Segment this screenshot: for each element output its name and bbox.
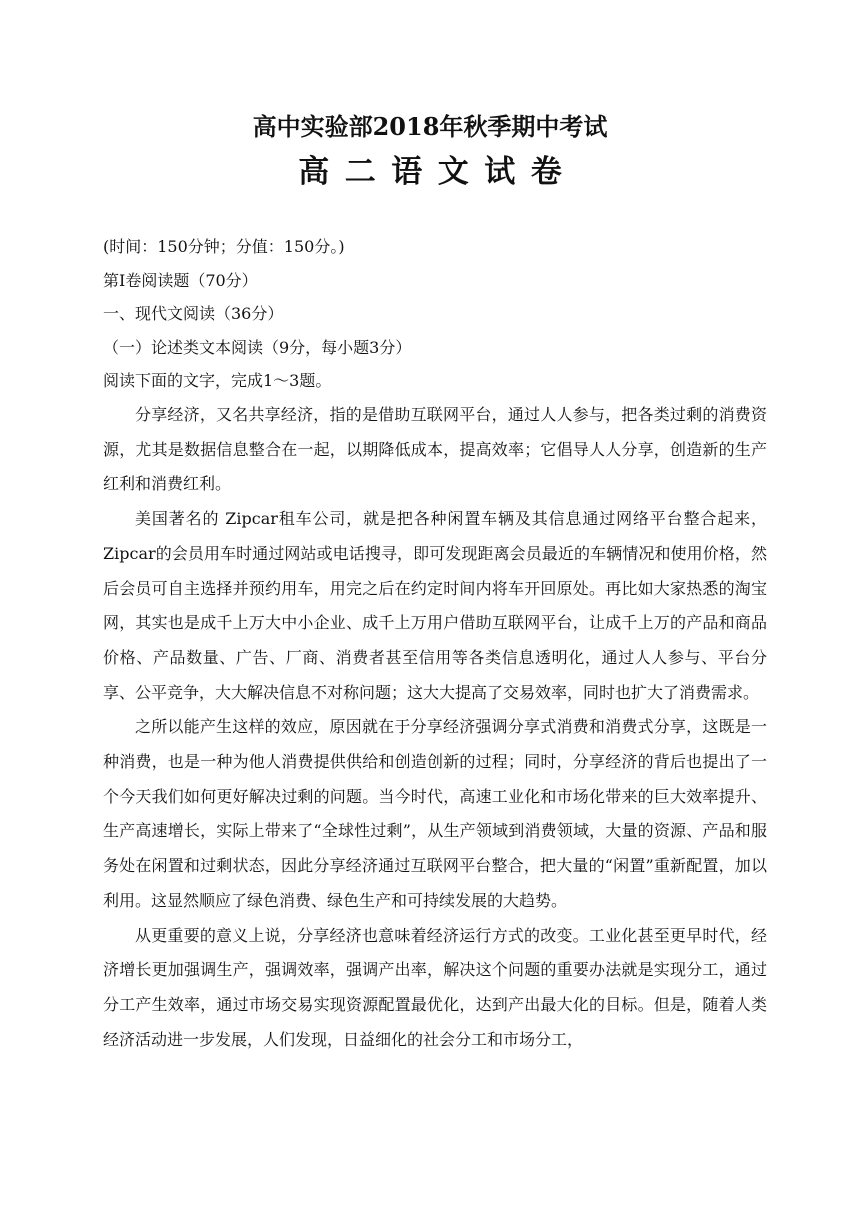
- reading-passage: [103, 398, 767, 1057]
- passage-paragraph: 美国著名的 Zipcar租车公司，就是把各种闲置车辆及其信息通过网络平台整合起来，Zipcar的会员用车时通过网站或电话搜寻，即可发现距离会员最近的车辆情况和使用价格，然后会员可自主选择并预约用车，用完之后在约定时间内将车开回原处。再比如大家热悉的淘宝网，其实也是成千上万大中小企业、成千上万用户借助互联网平台，让成千上万的产品和商品价格、产品数量、广告、厂商、消费者甚至信用等各类信息透明化，通过人人参与、平台分享、公平竞争，大大解决信息不对称问题；这大大提高了交易效率，同时也扩大了消费需求。: [103, 509, 767, 702]
- exam-subtitle: 高二语文试卷: [298, 154, 578, 190]
- subsection-heading: （一）论述类文本阅读（9分，每小题3分）: [103, 337, 412, 357]
- volume-heading: 第Ⅰ卷阅读题（70分）: [103, 270, 258, 290]
- passage-paragraph: 从更重要的意义上说，分享经济也意味着经济运行方式的改变。工业化甚至更早时代，经济增长更加强调生产，强调效率，强调产出率，解决这个问题的重要办法就是实现分工，通过分工产生效率，通过市场交易实现资源配置最优化，达到产出最大化的目标。但是，随着人类经济活动进一步发展，人们发现，日益细化的社会分工和市场分工，: [103, 925, 767, 1049]
- passage-paragraph: 分享经济，又名共享经济，指的是借助互联网平台，通过人人参与，把各类过剩的消费资源，尤其是数据信息整合在一起，以期降低成本，提高效率；它倡导人人分享，创造新的生产红利和消费红利。: [103, 405, 767, 494]
- section-heading: 一、现代文阅读（36分）: [103, 304, 284, 323]
- reading-instruction: 阅读下面的文字，完成1～3题。: [103, 371, 332, 390]
- passage-paragraph: 之所以能产生这样的效应，原因就在于分享经济强调分享式消费和消费式分享，这既是一种消费，也是一种为他人消费提供供给和创造创新的过程；同时，分享经济的背后也提出了一个今天我们如何更好解决过剩的问题。当今时代，高速工业化和市场化带来的巨大效率提升、生产高速增长，实际上带来了“全球性过剩”，从生产领域到消费领域，大量的资源、产品和服务处在闲置和过剩状态，因此分享经济通过互联网平台整合，把大量的“闲置”重新配置，加以利用。这显然顺应了绿色消费、绿色生产和可持续发展的大趋势。: [103, 717, 767, 910]
- time-score-line: (时间：150分钟；分值：150分。): [103, 237, 345, 256]
- exam-meta: [103, 230, 768, 398]
- exam-title: 高中实验部2018年秋季期中考试: [252, 112, 608, 141]
